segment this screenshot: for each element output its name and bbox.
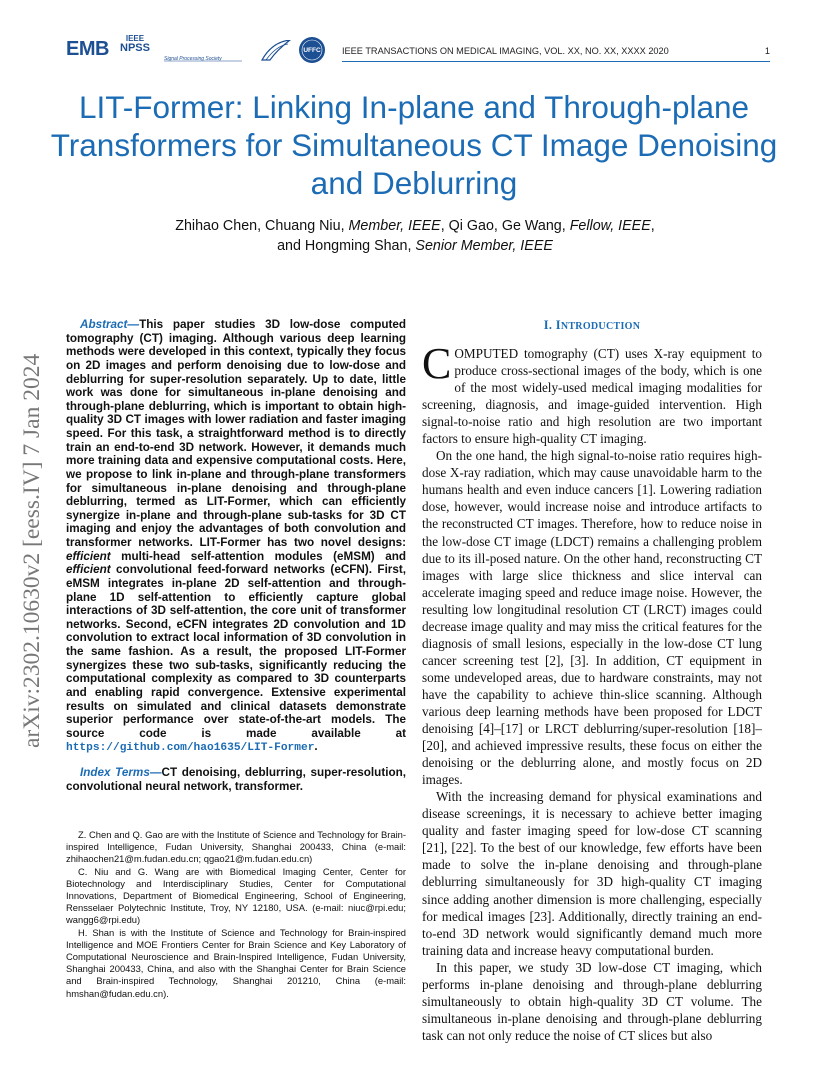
section-heading-introduction <box>422 318 762 333</box>
signal-processing-society-logo <box>162 40 304 64</box>
ieee-npss-logo <box>120 34 150 53</box>
abstract-text-1: This paper studies 3D low-dose computed tomography (CT) imaging. Although various deep learning methods were developed in this context, typically they focus on 2D images and perform denoising due to low-dose and deblurring for super-resolution separately. Up to date, little work was done for simultaneous in-plane denoising and through-plane deblurring, which is important to obtain high-quality 3D CT images with lower radiation and faster imaging speed. For this task, a straightforward method is to directly train an end-to-end 3D network. However, it demands much more training data and expensive computational costs. Here, we propose to link in-plane and through-plane transformers for simultaneous in-plane denoising and through-plane deblurring, termed as LIT-Former, which can efficiently synergize in-plane and through-plane sub-tasks for 3D CT imaging and enjoy the advantages of both convolution and transformer networks. LIT-Former has two novel designs: <box>66 318 406 549</box>
intro-paragraph-1 <box>422 339 762 447</box>
section-title-cap: I <box>555 318 561 332</box>
intro-paragraph-4: In this paper, we study 3D low-dose CT imaging, which performs in-plane denoising and through-plane deblurring simultaneously to obtain high-quality 3D CT volume. The simultaneous in-plane denoising and through-plane deblurring task can not only reduce the noise of CT slices but also <box>422 959 762 1043</box>
author-names-1: Zhihao Chen, Chuang Niu, <box>175 218 349 234</box>
source-code-link[interactable]: https://github.com/hao1635/LIT-Former <box>66 742 315 755</box>
drop-cap: C <box>422 339 452 388</box>
affiliation-footnotes <box>66 829 406 1000</box>
sps-wing-icon <box>262 40 290 60</box>
intro-paragraph-1-text: OMPUTED tomography (CT) uses X-ray equipment to produce cross-sectional images of the body, which is one of the most widely-used medical imaging modalities for screening, diagnosis, and image-guided intervention. High signal-to-noise ratio and high resolution are two important factors to ensure high-quality CT imaging. <box>422 346 762 447</box>
abstract-text-2: multi-head self-attention modules (eMSM) and <box>110 549 406 563</box>
sps-logo-text: Signal Processing Society <box>164 56 222 62</box>
journal-header: IEEE TRANSACTIONS ON MEDICAL IMAGING, VOL. XX, NO. XX, XXXX 2020 <box>342 46 669 56</box>
section-numeral: I. <box>543 318 556 332</box>
ieee-logo-text: IEEE <box>125 34 145 43</box>
footnote-1: Z. Chen and Q. Gao are with the Institute of Science and Technology for Brain-inspired Intelligence, Fudan University, Shanghai 200433, China (e-mail: zhihaochen21@m.fudan.edu.cn; qgao21@m.fudan.edu.cn) <box>66 829 406 865</box>
header-rule <box>342 61 770 62</box>
abstract-label: Abstract— <box>80 318 140 331</box>
right-column <box>422 318 762 1044</box>
page-header <box>66 34 770 66</box>
page-number: 1 <box>764 46 770 56</box>
abstract-text-3: convolutional feed-forward networks (eCFN). First, eMSM integrates in-plane 2D self-attention and through-plane 1D self-attention to efficiently capture global interactions of 3D self-attention, the core unit of transformer networks. Second, eCFN integrates 2D convolution and 1D convolution to extract local information of 3D convolution in the same fashion. As a result, the proposed LIT-Former synergizes these two sub-tasks, significantly reducing the computational complexity as compared to 3D counterparts and enabling rapid convergence. Extensive experimental results on simulated and clinical datasets demonstrate superior performance over state-of-the-art models. The source code is made available at <box>66 563 406 740</box>
npss-logo-text: NPSS <box>120 42 150 54</box>
intro-paragraph-2: On the one hand, the high signal-to-noise ratio requires high-dose X-ray radiation, which may cause unavoidable harm to the humans health and even induce cancers [1]. Lowering radiation dose, however, would increase noise and introduce artifacts to the reconstructed CT images. Therefore, how to reduce noise in the low-dose CT image (LDCT) remains a challenging problem due to its ill-posed nature. On the other hand, reconstructing CT images with large slice thickness and slice interval can accelerate imaging speed and reduce image noise. However, the resulting low longitudinal resolution CT (LRCT) images could decrease image quality and may miss the critical features for the diagnosis of small lesions, especially in the low-dose CT lung cancer screening test [2], [3]. In addition, CT equipment in some undeveloped areas, due to hardware constraints, may not have the capability to achieve thin-slice scanning. Although various deep learning methods have been proposed for LDCT denoising [4]–[17] or LRCT deblurring/super-resolution [18]–[20], and achieved impressive results, these focus on either the denoising or the deblurring alone, and mostly focus on 2D images. <box>422 448 762 788</box>
arxiv-stamp: arXiv:2302.10630v2 [eess.IV] 7 Jan 2024 <box>19 353 45 748</box>
section-title-rest: NTRODUCTION <box>560 321 641 332</box>
author-role-2: Fellow, IEEE <box>569 218 651 234</box>
left-column <box>66 318 406 793</box>
uffc-logo-text: UFFC <box>303 47 321 54</box>
author-names-3: and Hongming Shan, <box>277 238 416 254</box>
paper-title: LIT-Former: Linking In-plane and Through-plane Transformers for Simultaneous CT Image Denoising and Deblurring <box>50 89 778 201</box>
abstract-emphasis-2: efficient <box>66 563 111 577</box>
index-terms-text: CT denoising, deblurring, super-resolution, convolutional neural network, transformer. <box>66 766 406 793</box>
index-terms-label: Index Terms— <box>80 766 162 779</box>
author-list <box>130 216 700 256</box>
intro-paragraph-3: With the increasing demand for physical examinations and disease screenings, it is necessary to achieve better imaging quality and faster imaging speed for low-dose CT scanning [21], [22]. To the best of our knowledge, few efforts have been made to solve the in-plane denoising and through-plane deblurring simultaneously for 3D high-quality CT imaging since adding another dimension is more challenging, especially for medical images [23]. Additionally, directly training an end-to-end 3D network would significantly demand much more training data and increase heavy computational burden. <box>422 789 762 958</box>
abstract <box>66 318 406 756</box>
index-terms <box>66 766 406 793</box>
author-role-1: Member, IEEE <box>348 218 441 234</box>
abstract-end: . <box>314 740 318 754</box>
emb-logo-text: EMB <box>66 38 109 60</box>
footnote-2: C. Niu and G. Wang are with Biomedical Imaging Center, Center for Biotechnology and Interdisciplinary Studies, Center for Computational Innovations, Department of Biomedical Engineering, School of Engineering, Rensselaer Polytechnic Institute, Troy, NY 12180, USA. (e-mail: niuc@rpi.edu; wangg6@rpi.edu) <box>66 865 406 926</box>
author-role-3: Senior Member, IEEE <box>415 238 553 254</box>
emb-logo <box>66 38 109 61</box>
uffc-logo <box>298 36 326 64</box>
author-names-2: , Qi Gao, Ge Wang, <box>440 218 570 234</box>
author-sep: , <box>650 218 655 234</box>
footnote-3: H. Shan is with the Institute of Science and Technology for Brain-inspired Intelligence and MOE Frontiers Center for Brain Science and Key Laboratory of Computational Neuroscience and Brain-Inspired Intelligence, Fudan University, Shanghai 200433, China, and also with the Shanghai Center for Brain Science and Brain-inspired Technology, Shanghai 201210, China (e-mail: hmshan@fudan.edu.cn). <box>66 926 406 999</box>
abstract-emphasis-1: efficient <box>66 549 111 563</box>
